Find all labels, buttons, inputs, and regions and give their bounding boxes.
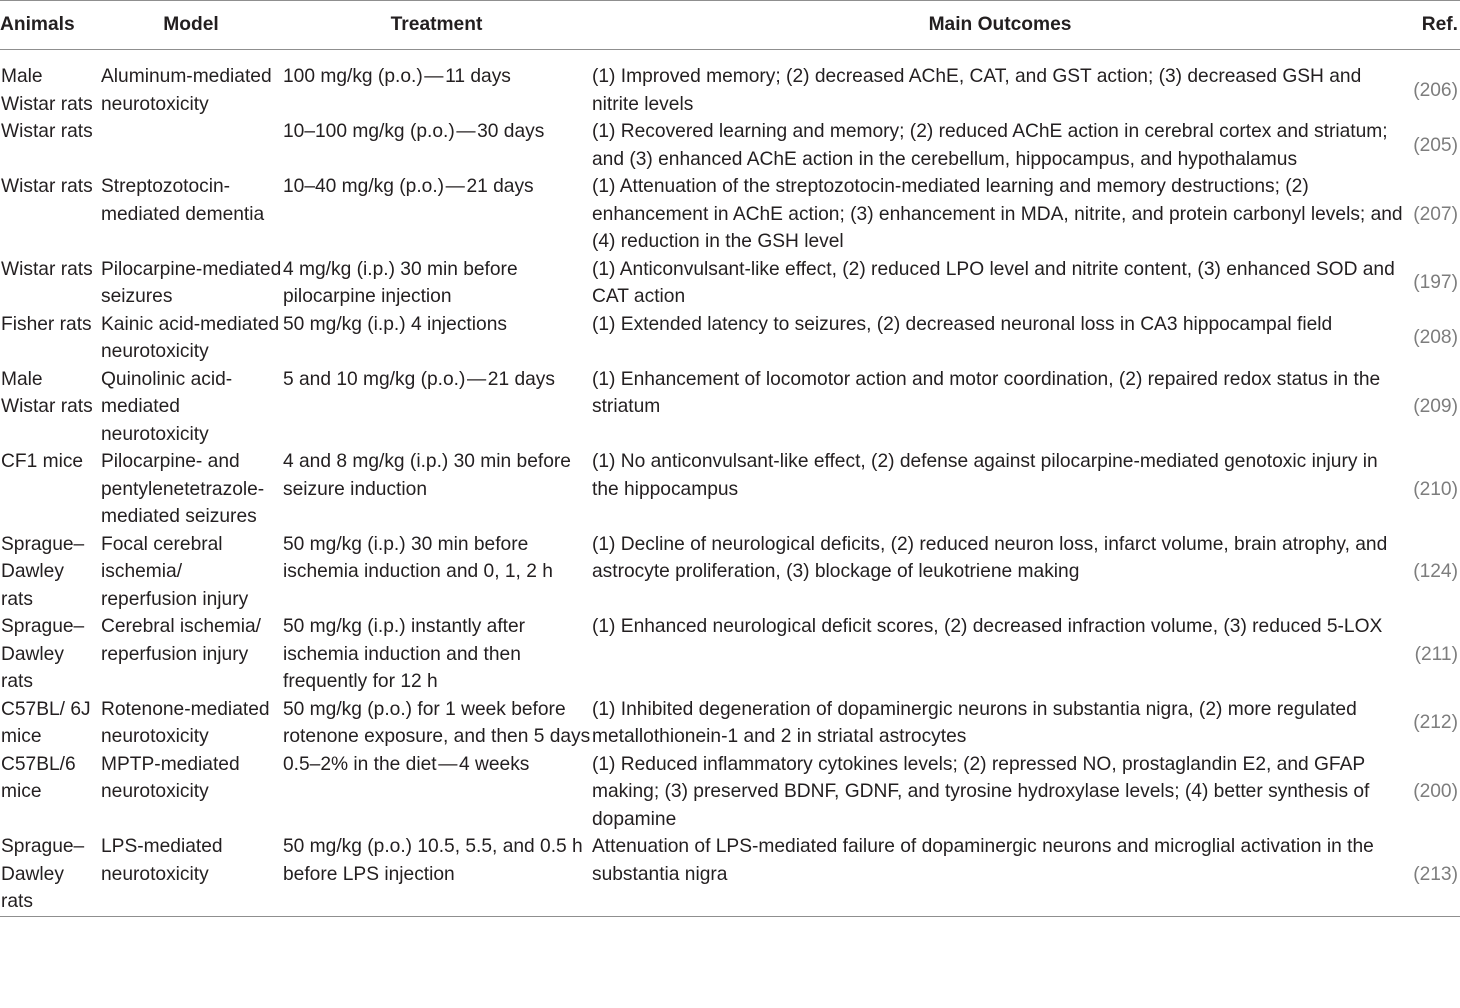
cell-animals: Male Wistar rats xyxy=(1,66,93,115)
cell-outcomes: (1) Anticonvulsant-like effect, (2) reduced LPO level and nitrite content, (3) enhanced SOD and CAT action xyxy=(592,258,1395,307)
header-treatment: Treatment xyxy=(282,1,591,50)
cell-model: Cerebral ischemia/ reperfusion injury xyxy=(101,616,261,665)
cell-animals: Wistar rats xyxy=(1,258,93,280)
table-row xyxy=(0,696,1460,751)
cell-model: MPTP-mediated neurotoxicity xyxy=(101,753,240,802)
cell-treatment: 4 and 8 mg/kg (i.p.) 30 min before seizure induction xyxy=(283,451,571,500)
cell-animals: Fisher rats xyxy=(1,313,92,335)
cell-outcomes: (1) Attenuation of the streptozotocin-mediated learning and memory destructions; (2) enhancement in AChE action; (3) enhancement in MDA, nitrite, and protein carbonyl levels; and (4) reduction in the GSH level xyxy=(592,176,1403,252)
table-row xyxy=(0,173,1460,256)
cell-model: Rotenone-mediated neurotoxicity xyxy=(101,698,270,747)
table-row xyxy=(0,256,1460,311)
table-row xyxy=(0,118,1460,173)
cell-outcomes: (1) No anticonvulsant-like effect, (2) defense against pilocarpine-mediated genotoxic injury in the hippocampus xyxy=(592,451,1378,500)
cell-model: Aluminum-mediated neurotoxicity xyxy=(101,66,272,115)
header-model: Model xyxy=(100,1,282,50)
cell-animals: Sprague–Dawley rats xyxy=(0,833,100,916)
cell-outcomes: (1) Enhanced neurological deficit scores, (2) decreased infraction volume, (3) reduced 5-LOX xyxy=(592,616,1383,637)
table-row xyxy=(0,751,1460,834)
cell-outcomes: (1) Enhancement of locomotor action and motor coordination, (2) repaired redox status in the striatum xyxy=(592,368,1381,417)
cell-ref-link[interactable]: (205) xyxy=(1413,134,1458,156)
cell-outcomes: (1) Decline of neurological deficits, (2) reduced neuron loss, infarct volume, brain atrophy, and astrocyte proliferation, (3) blockage of leukotriene making xyxy=(592,533,1388,582)
cell-outcomes: (1) Improved memory; (2) decreased AChE, CAT, and GST action; (3) decreased GSH and nitrite levels xyxy=(592,66,1362,115)
table-row xyxy=(0,833,1460,916)
header-animals: Animals xyxy=(0,1,100,50)
cell-animals: Wistar rats xyxy=(1,121,93,142)
table-body xyxy=(0,50,1460,917)
cell-outcomes: (1) Extended latency to seizures, (2) decreased neuronal loss in CA3 hippocampal field xyxy=(592,313,1333,335)
cell-treatment: 50 mg/kg (i.p.) instantly after ischemia induction and then frequently for 12 h xyxy=(283,616,526,692)
cell-ref-link[interactable]: (212) xyxy=(1413,712,1458,734)
table-row xyxy=(0,613,1460,696)
cell-ref-link[interactable]: (209) xyxy=(1413,396,1458,417)
cell-treatment: 100 mg/kg (p.o.) — 11 days xyxy=(283,66,511,87)
cell-ref-link[interactable]: (206) xyxy=(1413,79,1458,101)
cell-ref-link[interactable]: (213) xyxy=(1409,833,1460,916)
cell-model: Pilocarpine- and pentylenetetrazole-mediated seizures xyxy=(101,451,265,527)
cell-treatment: 10–100 mg/kg (p.o.) — 30 days xyxy=(283,121,545,142)
cell-ref-link[interactable]: (210) xyxy=(1413,478,1458,500)
table-row xyxy=(0,366,1460,449)
header-main-outcomes: Main Outcomes xyxy=(591,1,1409,50)
cell-ref-link[interactable]: (208) xyxy=(1413,327,1458,349)
cell-treatment: 50 mg/kg (i.p.) 4 injections xyxy=(283,313,507,335)
cell-outcomes: (1) Reduced inflammatory cytokines levels; (2) repressed NO, prostaglandin E2, and GFAP making; (3) preserved BDNF, GDNF, and tyrosine hydroxylase levels; (4) better synthesis of dopamine xyxy=(592,753,1370,830)
cell-animals: C57BL/6 mice xyxy=(1,753,76,802)
cell-animals: Wistar rats xyxy=(1,176,93,197)
header-ref: Ref. xyxy=(1409,1,1460,50)
cell-ref-link[interactable]: (207) xyxy=(1413,203,1458,225)
cell-model: Streptozotocin-mediated dementia xyxy=(101,176,265,225)
cell-model xyxy=(100,118,282,173)
table-row xyxy=(0,311,1460,366)
cell-treatment: 4 mg/kg (i.p.) 30 min before pilocarpine injection xyxy=(283,258,518,307)
cell-outcomes: (1) Inhibited degeneration of dopaminergic neurons in substantia nigra, (2) more regulated metallothionein-1 and 2 in striatal astrocytes xyxy=(592,698,1357,747)
cell-animals: Sprague–Dawley rats xyxy=(1,616,85,692)
cell-animals: C57BL/ 6J mice xyxy=(1,698,91,747)
cell-ref-link[interactable]: (124) xyxy=(1413,561,1458,582)
cell-treatment: 50 mg/kg (p.o.) 10.5, 5.5, and 0.5 h before LPS injection xyxy=(282,833,591,916)
cell-treatment: 10–40 mg/kg (p.o.) — 21 days xyxy=(283,176,534,197)
cell-model: Kainic acid-mediated neurotoxicity xyxy=(101,313,280,362)
cell-animals: CF1 mice xyxy=(1,451,84,472)
table-row xyxy=(0,50,1460,119)
cell-model: LPS-mediated neurotoxicity xyxy=(100,833,282,916)
cell-model: Pilocarpine-mediated seizures xyxy=(101,258,282,307)
cell-treatment: 50 mg/kg (p.o.) for 1 week before rotenone exposure, and then 5 days xyxy=(283,698,591,747)
cell-model: Focal cerebral ischemia/ reperfusion injury xyxy=(101,533,249,610)
cell-ref-link[interactable]: (197) xyxy=(1413,272,1458,294)
cell-treatment: 5 and 10 mg/kg (p.o.) — 21 days xyxy=(283,368,555,390)
cell-ref-link[interactable]: (200) xyxy=(1413,781,1458,802)
cell-outcomes: Attenuation of LPS-mediated failure of dopaminergic neurons and microglial activation in the substantia nigra xyxy=(591,833,1409,916)
cell-animals: Male Wistar rats xyxy=(1,368,93,417)
table-header xyxy=(0,1,1460,50)
cell-model: Quinolinic acid-mediated neurotoxicity xyxy=(101,368,233,445)
header-row xyxy=(0,1,1460,50)
cell-ref-link[interactable]: (211) xyxy=(1414,643,1458,665)
table-row xyxy=(0,448,1460,531)
table-row xyxy=(0,531,1460,614)
cell-animals: Sprague–Dawley rats xyxy=(1,533,85,610)
cell-outcomes: (1) Recovered learning and memory; (2) reduced AChE action in cerebral cortex and striatum; and (3) enhanced AChE action in the cerebellum, hippocampus, and hypothalamus xyxy=(592,121,1388,170)
cell-treatment: 0.5–2% in the diet — 4 weeks xyxy=(283,753,530,775)
cell-treatment: 50 mg/kg (i.p.) 30 min before ischemia induction and 0, 1, 2 h xyxy=(283,533,553,582)
